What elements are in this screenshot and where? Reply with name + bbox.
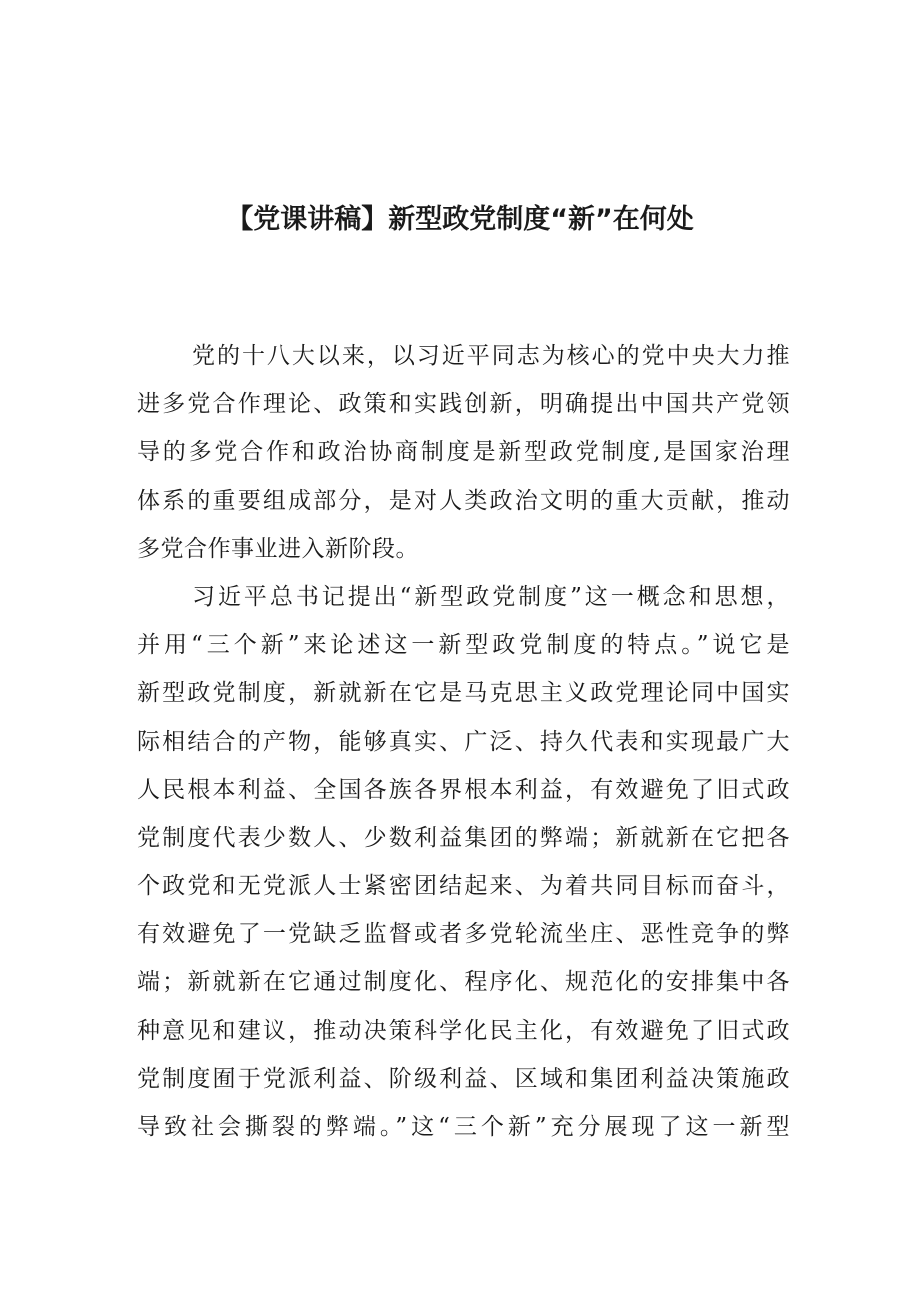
paragraph xyxy=(137,573,790,1151)
text-line: 体系的重要组成部分，是对人类政治文明的重大贡献，推动 xyxy=(137,487,790,514)
text-line: 种意见和建议，推动决策科学化民主化，有效避免了旧式政 xyxy=(137,1017,790,1044)
text-line: 端；新就新在它通过制度化、程序化、规范化的安排集中各 xyxy=(137,969,790,996)
text-line: 习近平总书记提出“新型政党制度”这一概念和思想， xyxy=(192,583,790,610)
text-line: 有效避免了一党缺乏监督或者多党轮流坐庄、恶性竞争的弊 xyxy=(137,921,790,948)
document-body xyxy=(137,332,790,1151)
text-line: 导的多党合作和政治协商制度是新型政党制度,是国家治理 xyxy=(137,439,790,466)
text-line: 进多党合作理论、政策和实践创新，明确提出中国共产党领 xyxy=(137,391,790,418)
text-line: 个政党和无党派人士紧密团结起来、为着共同目标而奋斗， xyxy=(137,873,790,900)
document-title: 【党课讲稿】新型政党制度“新”在何处 xyxy=(226,204,694,235)
text-line: 党制度囿于党派利益、阶级利益、区域和集团利益决策施政 xyxy=(137,1065,790,1092)
text-line: 党制度代表少数人、少数利益集团的弊端；新就新在它把各 xyxy=(137,824,790,851)
text-line: 党的十八大以来，以习近平同志为核心的党中央大力推 xyxy=(192,343,790,369)
text-line: 导致社会撕裂的弊端。”这“三个新”充分展现了这一新型 xyxy=(137,1114,790,1140)
text-line: 并用“三个新”来论述这一新型政党制度的特点。”说它是 xyxy=(137,632,790,659)
text-line: 多党合作事业进入新阶段。 xyxy=(137,535,419,562)
paragraph xyxy=(137,332,790,573)
text-line: 人民根本利益、全国各族各界根本利益，有效避免了旧式政 xyxy=(137,776,790,803)
text-line: 际相结合的产物，能够真实、广泛、持久代表和实现最广大 xyxy=(137,728,790,755)
text-line: 新型政党制度，新就新在它是马克思主义政党理论同中国实 xyxy=(137,680,790,707)
